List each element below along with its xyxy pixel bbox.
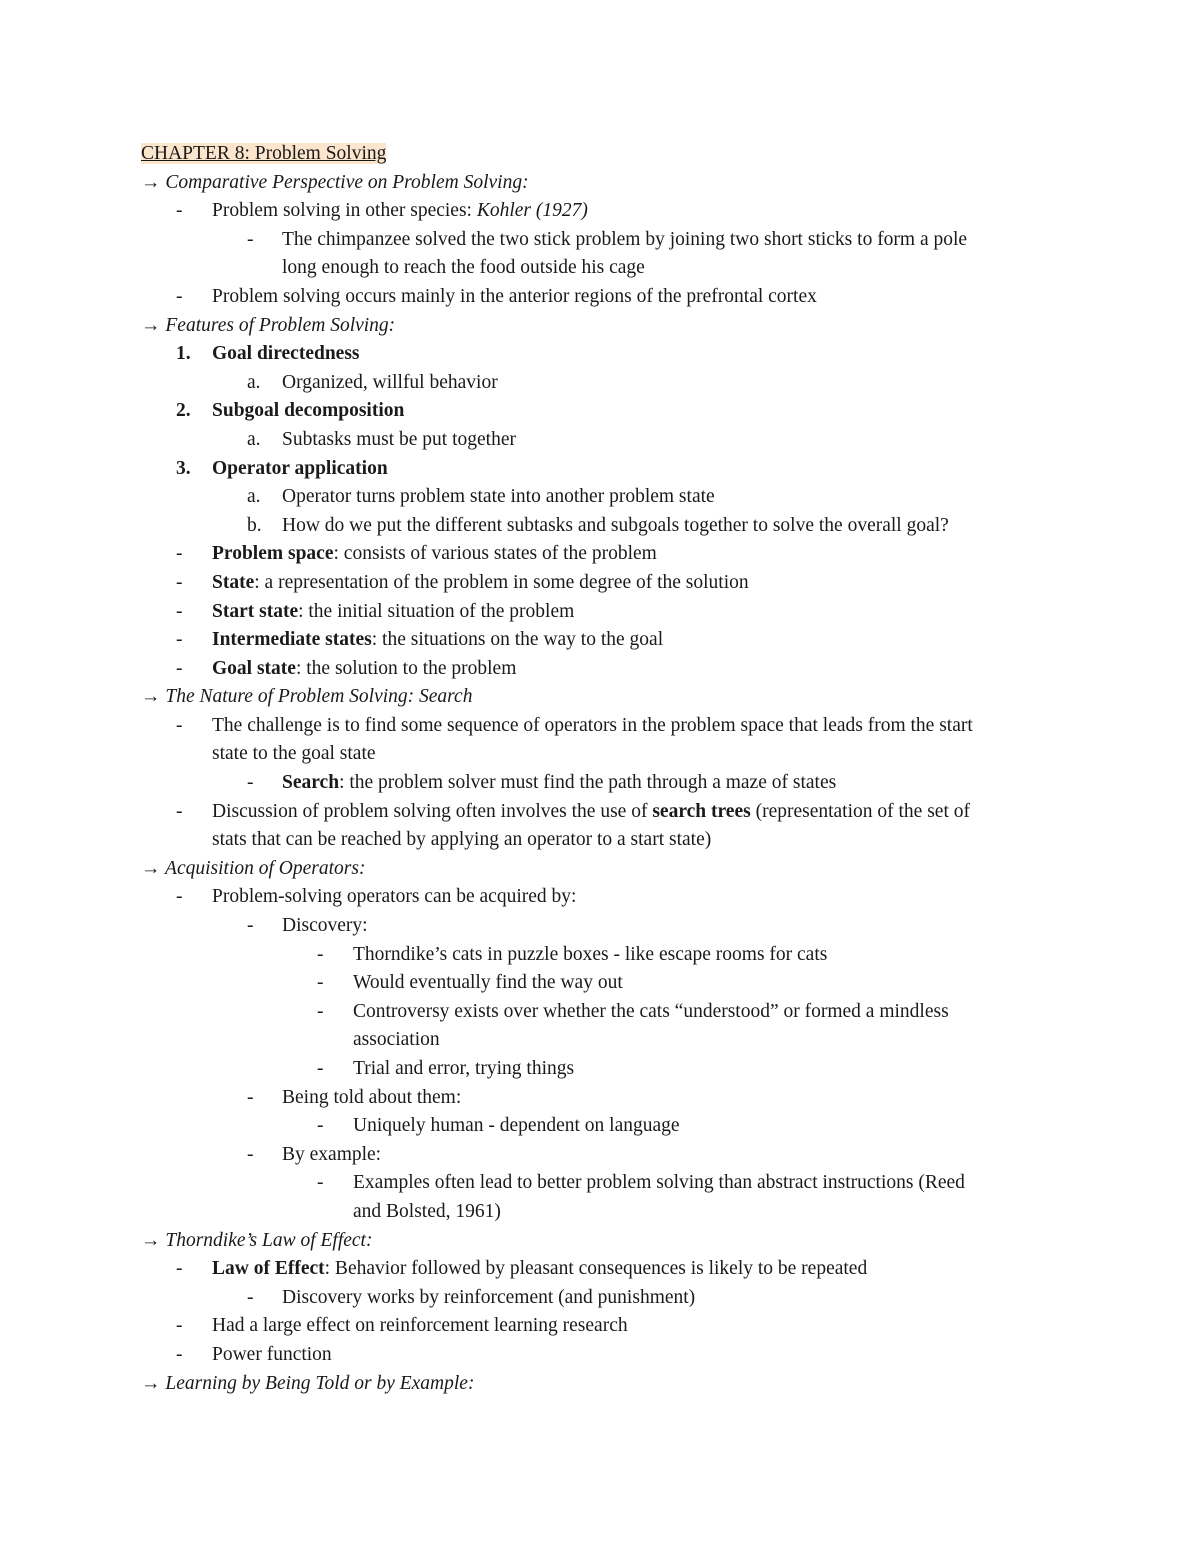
definition-item: - Law of Effect: Behavior followed by pleasant consequences is likely to be repeated bbox=[141, 1255, 1061, 1284]
dash-bullet: - bbox=[176, 629, 183, 651]
dash-bullet: - bbox=[176, 600, 183, 622]
section-heading-acquisition: → Acquisition of Operators: bbox=[141, 857, 366, 879]
arrow-icon: → bbox=[141, 686, 161, 708]
definition-item: - Problem space: consists of various states of the problem bbox=[141, 540, 1061, 569]
list-item: - Had a large effect on reinforcement learning research bbox=[141, 1312, 1061, 1341]
definition-item: - Intermediate states: the situations on the way to the goal bbox=[141, 626, 1061, 655]
list-item-continuation: long enough to reach the food outside his cage bbox=[282, 257, 645, 279]
dash-bullet: - bbox=[176, 571, 183, 593]
lettered-item: a. Subtasks must be put together bbox=[247, 428, 516, 450]
dash-bullet: - bbox=[247, 1286, 254, 1308]
list-item: - Trial and error, trying things bbox=[141, 1055, 1061, 1084]
dash-bullet: - bbox=[317, 1115, 324, 1137]
list-item: - Thorndike’s cats in puzzle boxes - like escape rooms for cats bbox=[141, 941, 1061, 970]
dash-bullet: - bbox=[317, 972, 324, 994]
dash-bullet: - bbox=[176, 285, 183, 307]
list-item: - Search: the problem solver must find the path through a maze of states bbox=[141, 769, 1061, 798]
list-item-continuation: stats that can be reached by applying an operator to a start state) bbox=[212, 829, 712, 851]
dash-bullet: - bbox=[176, 1343, 183, 1365]
list-item: - Examples often lead to better problem solving than abstract instructions (Reed bbox=[141, 1169, 1061, 1198]
list-item: - Problem-solving operators can be acquired by: bbox=[141, 883, 1061, 912]
arrow-icon: → bbox=[141, 1229, 161, 1251]
dash-bullet: - bbox=[317, 1058, 324, 1079]
list-item: - Power function bbox=[141, 1341, 1061, 1370]
section-heading-features: → Features of Problem Solving: bbox=[141, 314, 396, 336]
dash-bullet: - bbox=[176, 1315, 183, 1337]
arrow-icon: → bbox=[141, 1372, 161, 1394]
numbered-item: 1. Goal directedness bbox=[176, 343, 360, 365]
dash-bullet: - bbox=[176, 714, 183, 736]
dash-bullet: - bbox=[176, 886, 183, 908]
list-item: - Would eventually find the way out bbox=[141, 969, 1061, 998]
dash-bullet: - bbox=[317, 943, 324, 965]
list-item: - Discovery works by reinforcement (and punishment) bbox=[141, 1284, 1061, 1313]
chapter-title: CHAPTER 8: Problem Solving bbox=[141, 143, 387, 164]
list-item: - Controversy exists over whether the cats “understood” or formed a mindless bbox=[141, 998, 1061, 1027]
list-item: - The challenge is to find some sequence of operators in the problem space that leads from the start bbox=[141, 712, 1061, 741]
lettered-item: a. Operator turns problem state into another problem state bbox=[247, 486, 715, 508]
dash-bullet: - bbox=[176, 543, 183, 565]
lettered-item: b. How do we put the different subtasks and subgoals together to solve the overall goal? bbox=[247, 514, 949, 536]
dash-bullet: - bbox=[317, 1000, 324, 1022]
definition-item: - State: a representation of the problem in some degree of the solution bbox=[141, 569, 1061, 598]
list-item-continuation: and Bolsted, 1961) bbox=[353, 1200, 501, 1222]
list-item-continuation: state to the goal state bbox=[212, 743, 376, 765]
list-item: - Problem solving in other species: Kohler (1927) bbox=[141, 197, 1061, 226]
dash-bullet: - bbox=[176, 1258, 183, 1280]
numbered-item: 3. Operator application bbox=[176, 457, 388, 479]
dash-bullet: - bbox=[176, 657, 183, 679]
section-heading-search: → The Nature of Problem Solving: Search bbox=[141, 686, 473, 708]
lettered-item: a. Organized, willful behavior bbox=[247, 371, 498, 393]
list-item: - Uniquely human - dependent on language bbox=[141, 1112, 1061, 1141]
dash-bullet: - bbox=[176, 800, 183, 822]
list-item: - Problem solving occurs mainly in the anterior regions of the prefrontal cortex bbox=[141, 283, 1061, 312]
dash-bullet: - bbox=[176, 200, 183, 222]
definition-item: - Goal state: the solution to the problem bbox=[141, 655, 1061, 684]
dash-bullet: - bbox=[247, 1086, 254, 1108]
section-heading-thorndike: → Thorndike’s Law of Effect: bbox=[141, 1229, 373, 1251]
dash-bullet: - bbox=[247, 228, 254, 250]
notes-content bbox=[141, 140, 1061, 1398]
list-item: - Discovery: bbox=[141, 912, 1061, 941]
list-item: - The chimpanzee solved the two stick problem by joining two short sticks to form a pole bbox=[141, 226, 1061, 255]
definition-item: - Start state: the initial situation of the problem bbox=[141, 598, 1061, 627]
arrow-icon: → bbox=[141, 314, 161, 336]
section-heading-comparative: → Comparative Perspective on Problem Solving: bbox=[141, 171, 529, 193]
numbered-item: 2. Subgoal decomposition bbox=[176, 400, 405, 422]
list-item: - Discussion of problem solving often involves the use of search trees (representation of the set of bbox=[141, 798, 1061, 827]
arrow-icon: → bbox=[141, 171, 161, 193]
list-item: - Being told about them: bbox=[141, 1084, 1061, 1113]
dash-bullet: - bbox=[247, 915, 254, 937]
list-item-continuation: association bbox=[353, 1029, 440, 1051]
arrow-icon: → bbox=[141, 857, 161, 879]
dash-bullet: - bbox=[317, 1172, 324, 1194]
dash-bullet: - bbox=[247, 772, 254, 794]
list-item: - By example: bbox=[141, 1141, 1061, 1170]
section-heading-learning: → Learning by Being Told or by Example: bbox=[141, 1372, 475, 1394]
dash-bullet: - bbox=[247, 1143, 254, 1165]
